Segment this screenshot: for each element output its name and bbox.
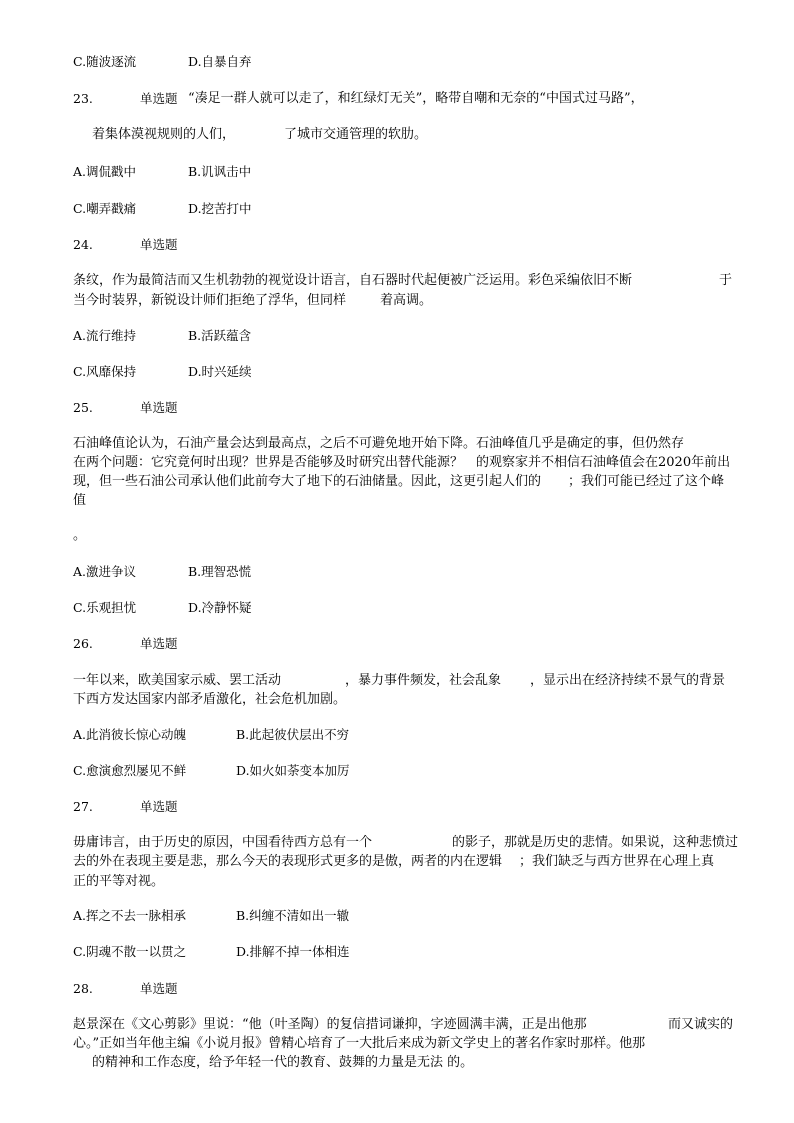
option-b[interactable]: B.活跃蕴含	[188, 328, 252, 343]
option-d[interactable]: D.时兴延续	[188, 364, 252, 379]
question-stem: 毋庸讳言，由于历史的原因，中国看待西方总有一个	[73, 835, 373, 850]
option-c[interactable]: C.愈演愈烈屡见不鲜	[73, 763, 187, 778]
question-type: 单选题	[140, 799, 178, 814]
option-a[interactable]: A.调侃戳中	[73, 164, 137, 179]
question-stem: 心。”正如当年他主编《小说月报》曾精心培育了一大批后来成为新文学史上的著名作家时那样。他那	[73, 1036, 646, 1051]
question-stem: 了城市交通管理的软肋。	[284, 127, 428, 142]
question-stem: 而又诚实的	[668, 1017, 734, 1032]
question-stem: ；我们缺乏与西方世界在心理上真	[519, 854, 715, 869]
question-stem: 正的平等对视。	[73, 874, 165, 889]
question-type: 单选题	[140, 237, 178, 252]
option-d[interactable]: D.如火如荼变本加厉	[236, 763, 350, 778]
question-stem: 。	[73, 528, 87, 543]
question-type: 单选题	[140, 981, 178, 996]
question-stem: 赵景深在《文心剪影》里说：“他（叶圣陶）的复信措词谦抑，字迹圆满丰满，正是出他那	[73, 1017, 587, 1032]
option-a[interactable]: A.挥之不去一脉相承	[73, 908, 187, 923]
option-b[interactable]: B.讥讽击中	[188, 164, 252, 179]
option-b[interactable]: B.理智恐慌	[188, 564, 252, 579]
question-stem: 下西方发达国家内部矛盾激化，社会危机加剧。	[73, 692, 347, 707]
option-c[interactable]: C.风靡保持	[73, 364, 137, 379]
question-stem: 的精神和工作态度，给予年轻一代的教育、鼓舞的力量是无法 的。	[92, 1055, 474, 1070]
question-stem: 石油峰值论认为，石油产量会达到最高点，之后不可避免地开始下降。石油峰值几乎是确定的事，但仍然存	[73, 436, 685, 451]
option-c[interactable]: C.乐观担忧	[73, 600, 137, 615]
question-stem: 条纹，作为最简洁而又生机勃勃的视觉设计语言，自石器时代起便被广泛运用。彩色采编依旧不断	[73, 273, 633, 288]
option-d[interactable]: D.排解不掉一体相连	[236, 944, 350, 959]
question-stem: 值	[73, 493, 87, 508]
question-number: 25.	[73, 400, 93, 415]
question-stem: 一年以来，欧美国家示威、罢工活动	[73, 673, 282, 688]
option-b[interactable]: B.纠缠不清如出一辙	[236, 908, 350, 923]
question-stem: 当今时装界，新锐设计师们拒绝了浮华，但同样	[73, 293, 347, 308]
question-stem: ；我们可能已经过了这个峰	[568, 474, 725, 489]
question-stem: 着集体漠视规则的人们，	[92, 127, 236, 142]
question-stem: ，显示出在经济持续不景气的背景	[530, 673, 726, 688]
question-type: 单选题	[140, 636, 178, 651]
question-type: 单选题	[140, 400, 178, 415]
q22-option-c[interactable]: C.随波逐流	[73, 54, 137, 69]
option-c[interactable]: C.嘲弄戳痛	[73, 201, 137, 216]
question-number: 23.	[73, 91, 93, 106]
question-stem: ，暴力事件频发，社会乱象	[345, 673, 502, 688]
q22-option-d[interactable]: D.自暴自弃	[188, 54, 252, 69]
question-stem: 现，但一些石油公司承认他们此前夸大了地下的石油储量。因此，这更引起人们的	[73, 474, 542, 489]
question-type: 单选题	[140, 91, 178, 106]
question-stem: 于	[719, 273, 733, 288]
question-number: 24.	[73, 237, 93, 252]
option-c[interactable]: C.阴魂不散一以贯之	[73, 944, 187, 959]
question-stem: 去的外在表现主要是悲，那么今天的表现形式更多的是傲，两者的内在逻辑	[73, 854, 503, 869]
option-a[interactable]: A.激进争议	[73, 564, 137, 579]
option-b[interactable]: B.此起彼伏层出不穷	[236, 727, 350, 742]
question-stem: 在两个问题：它究竟何时出现？世界是否能够及时研究出替代能源？ 的观察家并不相信石油峰值会在2020年前出	[73, 455, 731, 470]
question-stem: “凑足一群人就可以走了，和红绿灯无关”，略带自嘲和无奈的“中国式过马路”，	[188, 91, 644, 106]
question-number: 28.	[73, 981, 93, 996]
question-number: 27.	[73, 799, 93, 814]
question-number: 26.	[73, 636, 93, 651]
question-stem: 着高调。	[380, 293, 433, 308]
option-d[interactable]: D.挖苦打中	[188, 201, 252, 216]
option-d[interactable]: D.冷静怀疑	[188, 600, 252, 615]
question-stem: 的影子，那就是历史的悲情。如果说，这种悲愤过	[452, 835, 739, 850]
option-a[interactable]: A.此消彼长惊心动魄	[73, 727, 187, 742]
option-a[interactable]: A.流行维持	[73, 328, 137, 343]
